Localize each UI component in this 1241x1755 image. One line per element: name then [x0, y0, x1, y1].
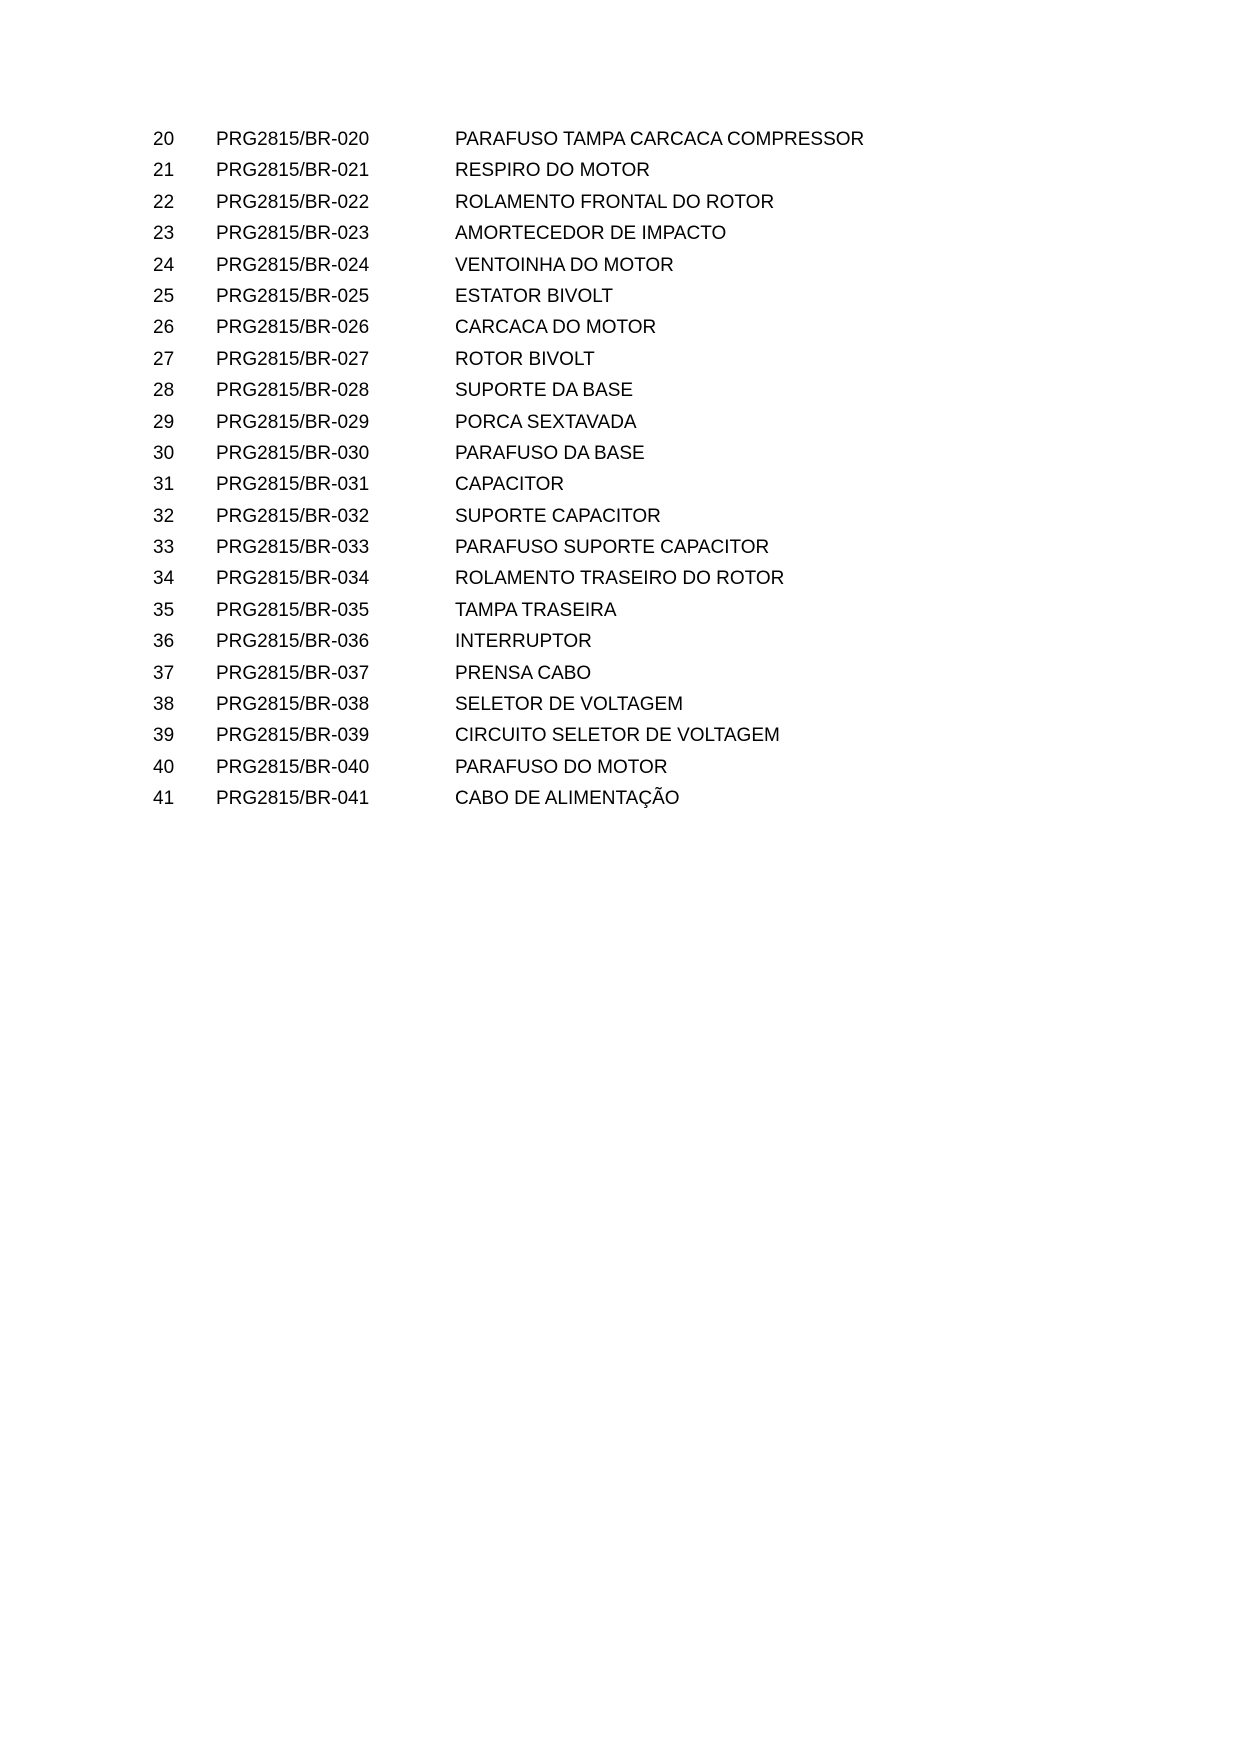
part-code: PRG2815/BR-036	[216, 631, 370, 653]
part-description: PORCA SEXTAVADA	[455, 411, 637, 433]
parts-row	[153, 689, 1053, 720]
part-number: 20	[153, 129, 175, 150]
part-number: 36	[153, 631, 175, 653]
part-description: ESTATOR BIVOLT	[455, 285, 614, 307]
part-description: PRENSA CABO	[455, 662, 592, 684]
part-number: 41	[153, 788, 175, 810]
parts-row	[153, 438, 1053, 469]
parts-row	[153, 720, 1053, 751]
part-number: 33	[153, 537, 175, 559]
parts-row	[153, 658, 1053, 689]
part-number: 24	[153, 254, 175, 276]
part-number: 38	[153, 694, 175, 716]
parts-row	[153, 501, 1053, 532]
part-code: PRG2815/BR-039	[216, 725, 370, 747]
part-number: 35	[153, 599, 175, 621]
part-number: 30	[153, 442, 175, 464]
parts-row	[153, 312, 1053, 343]
parts-row	[153, 218, 1053, 249]
part-description: ROLAMENTO FRONTAL DO ROTOR	[455, 191, 775, 213]
part-description: TAMPA TRASEIRA	[455, 599, 617, 621]
part-number: 31	[153, 474, 175, 496]
part-description: CIRCUITO SELETOR DE VOLTAGEM	[455, 725, 780, 747]
part-number: 28	[153, 380, 175, 402]
parts-row	[153, 281, 1053, 312]
parts-row	[153, 155, 1053, 186]
parts-row	[153, 375, 1053, 406]
part-description: RESPIRO DO MOTOR	[455, 160, 650, 182]
parts-row	[153, 187, 1053, 218]
part-code: PRG2815/BR-038	[216, 694, 370, 716]
part-code: PRG2815/BR-027	[216, 348, 370, 370]
parts-row	[153, 532, 1053, 563]
part-code: PRG2815/BR-021	[216, 160, 370, 182]
part-code: PRG2815/BR-033	[216, 537, 370, 559]
part-description: AMORTECEDOR DE IMPACTO	[455, 223, 727, 245]
part-description: PARAFUSO SUPORTE CAPACITOR	[455, 537, 770, 559]
part-number: 26	[153, 317, 175, 339]
part-code: PRG2815/BR-037	[216, 662, 370, 684]
part-number: 40	[153, 756, 175, 778]
part-number: 22	[153, 191, 175, 213]
parts-row	[153, 563, 1053, 594]
parts-row	[153, 752, 1053, 783]
parts-row	[153, 407, 1053, 438]
parts-row	[153, 595, 1053, 626]
part-code: PRG2815/BR-024	[216, 254, 370, 276]
part-code: PRG2815/BR-026	[216, 317, 370, 339]
part-code: PRG2815/BR-035	[216, 599, 370, 621]
part-code: PRG2815/BR-020	[216, 129, 370, 150]
part-number: 21	[153, 160, 175, 182]
parts-list	[153, 124, 1053, 815]
part-number: 23	[153, 223, 175, 245]
part-description: PARAFUSO DO MOTOR	[455, 756, 668, 778]
parts-row	[153, 344, 1053, 375]
parts-row	[153, 626, 1053, 657]
part-description: PARAFUSO TAMPA CARCACA COMPRESSOR	[455, 129, 865, 150]
part-code: PRG2815/BR-031	[216, 474, 370, 496]
part-code: PRG2815/BR-030	[216, 442, 370, 464]
part-code: PRG2815/BR-022	[216, 191, 370, 213]
parts-row	[153, 469, 1053, 500]
parts-row	[153, 250, 1053, 281]
part-number: 37	[153, 662, 175, 684]
part-description: INTERRUPTOR	[455, 631, 592, 653]
part-description: ROLAMENTO TRASEIRO DO ROTOR	[455, 568, 785, 590]
part-number: 27	[153, 348, 175, 370]
parts-row	[153, 124, 1053, 155]
part-number: 29	[153, 411, 175, 433]
part-description: VENTOINHA DO MOTOR	[455, 254, 674, 276]
part-description: SELETOR DE VOLTAGEM	[455, 694, 684, 716]
part-code: PRG2815/BR-040	[216, 756, 370, 778]
part-description: ROTOR BIVOLT	[455, 348, 595, 370]
part-code: PRG2815/BR-025	[216, 285, 370, 307]
part-description: SUPORTE DA BASE	[455, 380, 634, 402]
part-code: PRG2815/BR-023	[216, 223, 370, 245]
part-code: PRG2815/BR-032	[216, 505, 370, 527]
part-number: 39	[153, 725, 175, 747]
part-description: CAPACITOR	[455, 474, 565, 496]
part-description: CABO DE ALIMENTAÇÃO	[455, 788, 680, 810]
part-number: 34	[153, 568, 175, 590]
part-description: SUPORTE CAPACITOR	[455, 505, 661, 527]
part-code: PRG2815/BR-029	[216, 411, 370, 433]
part-description: PARAFUSO DA BASE	[455, 442, 645, 464]
part-code: PRG2815/BR-028	[216, 380, 370, 402]
parts-row	[153, 783, 1053, 814]
part-number: 25	[153, 285, 175, 307]
part-number: 32	[153, 505, 175, 527]
part-description: CARCACA DO MOTOR	[455, 317, 657, 339]
part-code: PRG2815/BR-041	[216, 788, 370, 810]
part-code: PRG2815/BR-034	[216, 568, 370, 590]
